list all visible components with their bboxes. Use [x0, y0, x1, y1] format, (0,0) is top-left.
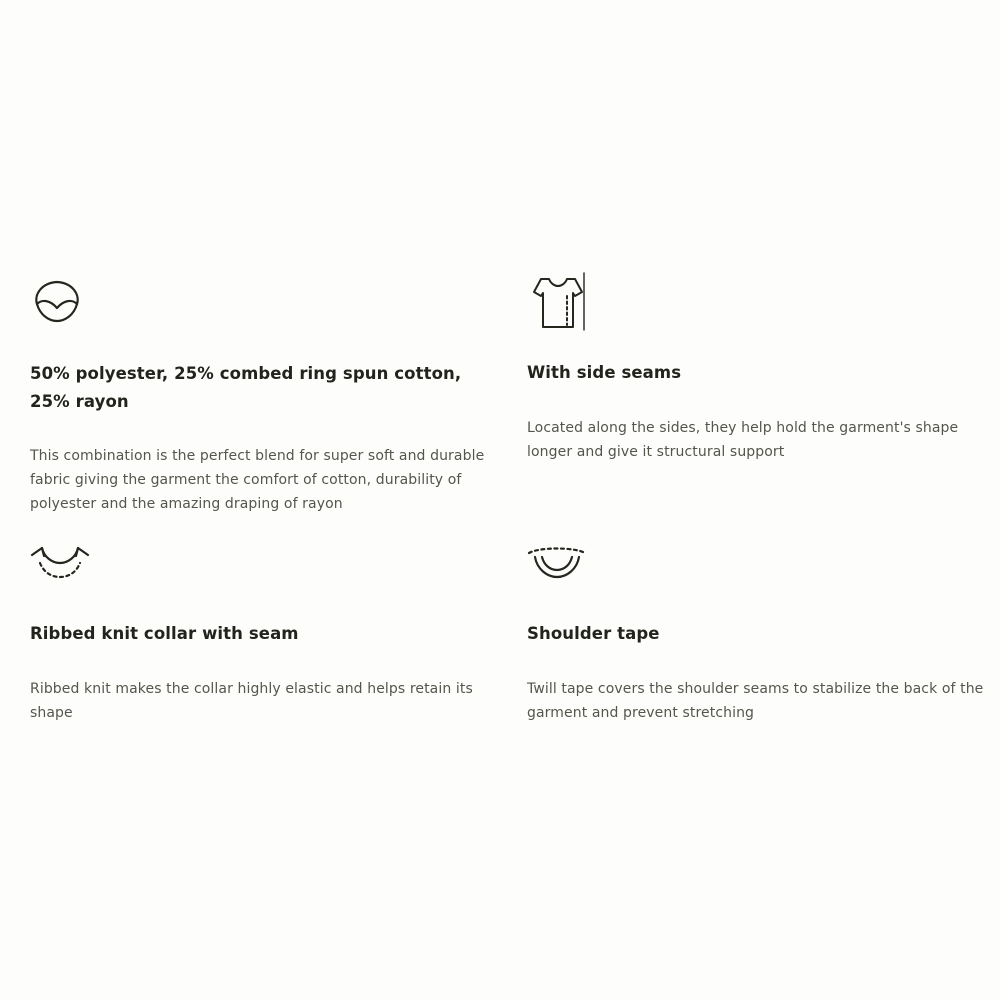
feature-title: With side seams: [527, 363, 682, 382]
feature-description: Twill tape covers the shoulder seams to stabilize the back of the garment and prevent stretching: [527, 681, 984, 721]
ribbed-collar-icon: [30, 543, 90, 587]
fabric-blend-icon: [30, 278, 84, 332]
feature-description: This combination is the perfect blend for super soft and durable fabric giving the garment the comfort of cotton, durability of polyester and the amazing draping of rayon: [30, 448, 485, 512]
feature-description: Located along the sides, they help hold the garment's shape longer and give it structural support: [527, 420, 959, 460]
feature-title: 50% polyester, 25% combed ring spun cotton, 25% rayon: [30, 364, 462, 411]
feature-title: Shoulder tape: [527, 624, 660, 643]
t-shirt-side-seam-icon: [527, 270, 589, 336]
shoulder-tape-icon: [527, 543, 587, 587]
feature-title: Ribbed knit collar with seam: [30, 624, 299, 643]
feature-description: Ribbed knit makes the collar highly elastic and helps retain its shape: [30, 681, 473, 721]
